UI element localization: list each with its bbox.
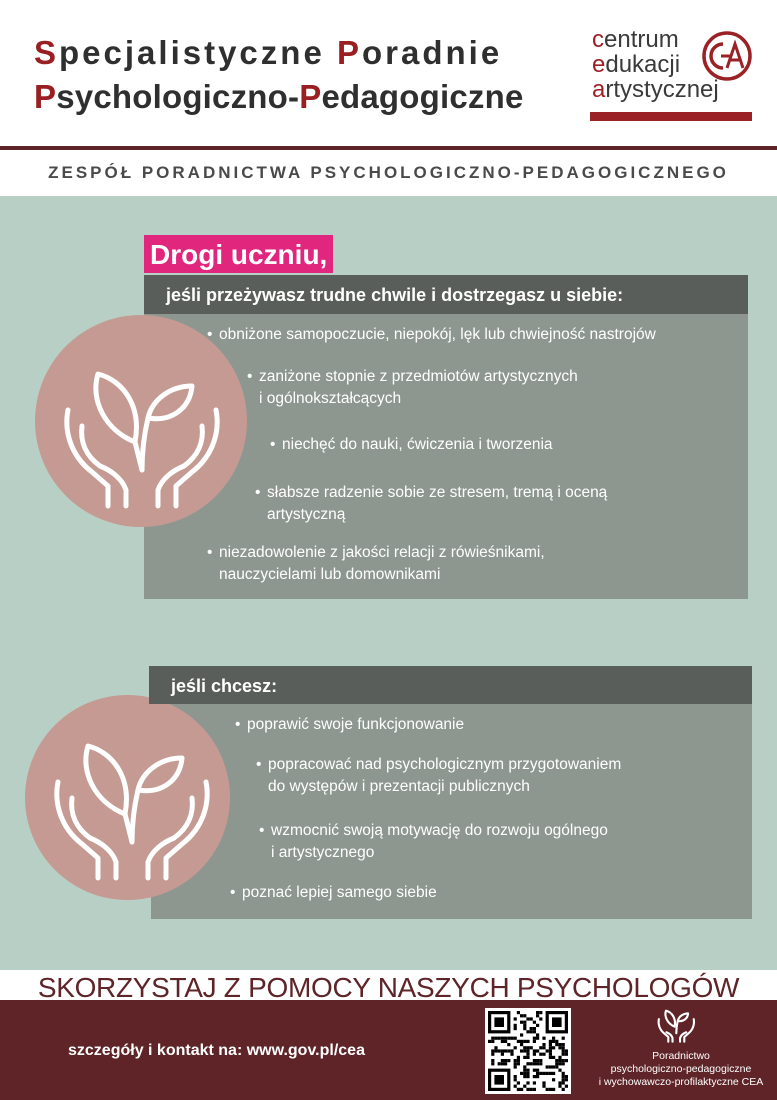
section2-item: • poznać lepiej samego siebie: [230, 884, 437, 901]
section1-heading: jeśli przeżywasz trudne chwile i dostrzegasz u siebie:: [144, 275, 748, 314]
logo-line-3: artystycznej: [592, 76, 719, 103]
header-divider: [0, 146, 777, 150]
contact-text: szczegóły i kontakt na: www.gov.pl/cea: [68, 1042, 365, 1059]
logo-underline: [590, 112, 752, 121]
section1-item: • obniżone samopoczucie, niepokój, lęk lub chwiejność nastrojów: [207, 326, 656, 343]
logo-line-1: centrum: [592, 26, 679, 53]
section1-item: • niezadowolenie z jakości relacji z rówieśnikami, nauczycielami lub domownikami: [207, 544, 545, 583]
logo-line-2: edukacji: [592, 51, 681, 78]
page-title-line-1: [34, 34, 502, 72]
section1-item: • słabsze radzenie sobie ze stresem, tremą i oceną artystyczną: [255, 484, 608, 523]
greeting-label: Drogi uczniu,: [144, 235, 333, 273]
section2-heading: jeśli chcesz:: [149, 666, 752, 704]
title-text: sychologiczno-: [56, 78, 300, 115]
section2-item: • poprawić swoje funkcjonowanie: [235, 716, 465, 733]
hands-plant-icon: [50, 732, 220, 882]
title-accent-letter: P: [34, 78, 57, 115]
title-text: edagogiczne: [321, 78, 524, 115]
hands-plant-icon: [60, 360, 230, 510]
org-line: psychologiczno-pedagogiczne: [610, 1063, 752, 1075]
page-title-line-2: [34, 78, 524, 116]
cea-monogram-icon: [701, 30, 753, 82]
team-title: ZESPÓŁ PORADNICTWA PSYCHOLOGICZNO-PEDAGOGICZNEGO: [48, 163, 729, 182]
section2-item: • wzmocnić swoją motywację do rozwoju ogólnego i artystycznego: [259, 822, 608, 861]
section1-item: • niechęć do nauki, ćwiczenia i tworzenia: [270, 436, 553, 453]
title-accent-letter: P: [336, 34, 362, 71]
section2-item: • popracować nad psychologicznym przygotowaniem do występów i prezentacji publicznych: [256, 756, 622, 795]
title-text: pecjalistyczne: [59, 34, 337, 71]
qr-code-icon[interactable]: [485, 1008, 571, 1094]
title-accent-letter: P: [299, 78, 322, 115]
org-line: Poradnictwo: [652, 1050, 710, 1062]
section1-item: • zaniżone stopnie z przedmiotów artystycznych i ogólnokształcących: [247, 368, 578, 407]
org-line: i wychowawczo-profilaktyczne CEA: [598, 1076, 764, 1088]
title-text: oradnie: [361, 34, 503, 71]
call-to-action: SKORZYSTAJ Z POMOCY NASZYCH PSYCHOLOGÓW: [37, 972, 740, 1003]
hands-plant-icon: [657, 1006, 697, 1044]
org-name: [581, 1050, 777, 1089]
title-accent-letter: S: [34, 34, 60, 71]
